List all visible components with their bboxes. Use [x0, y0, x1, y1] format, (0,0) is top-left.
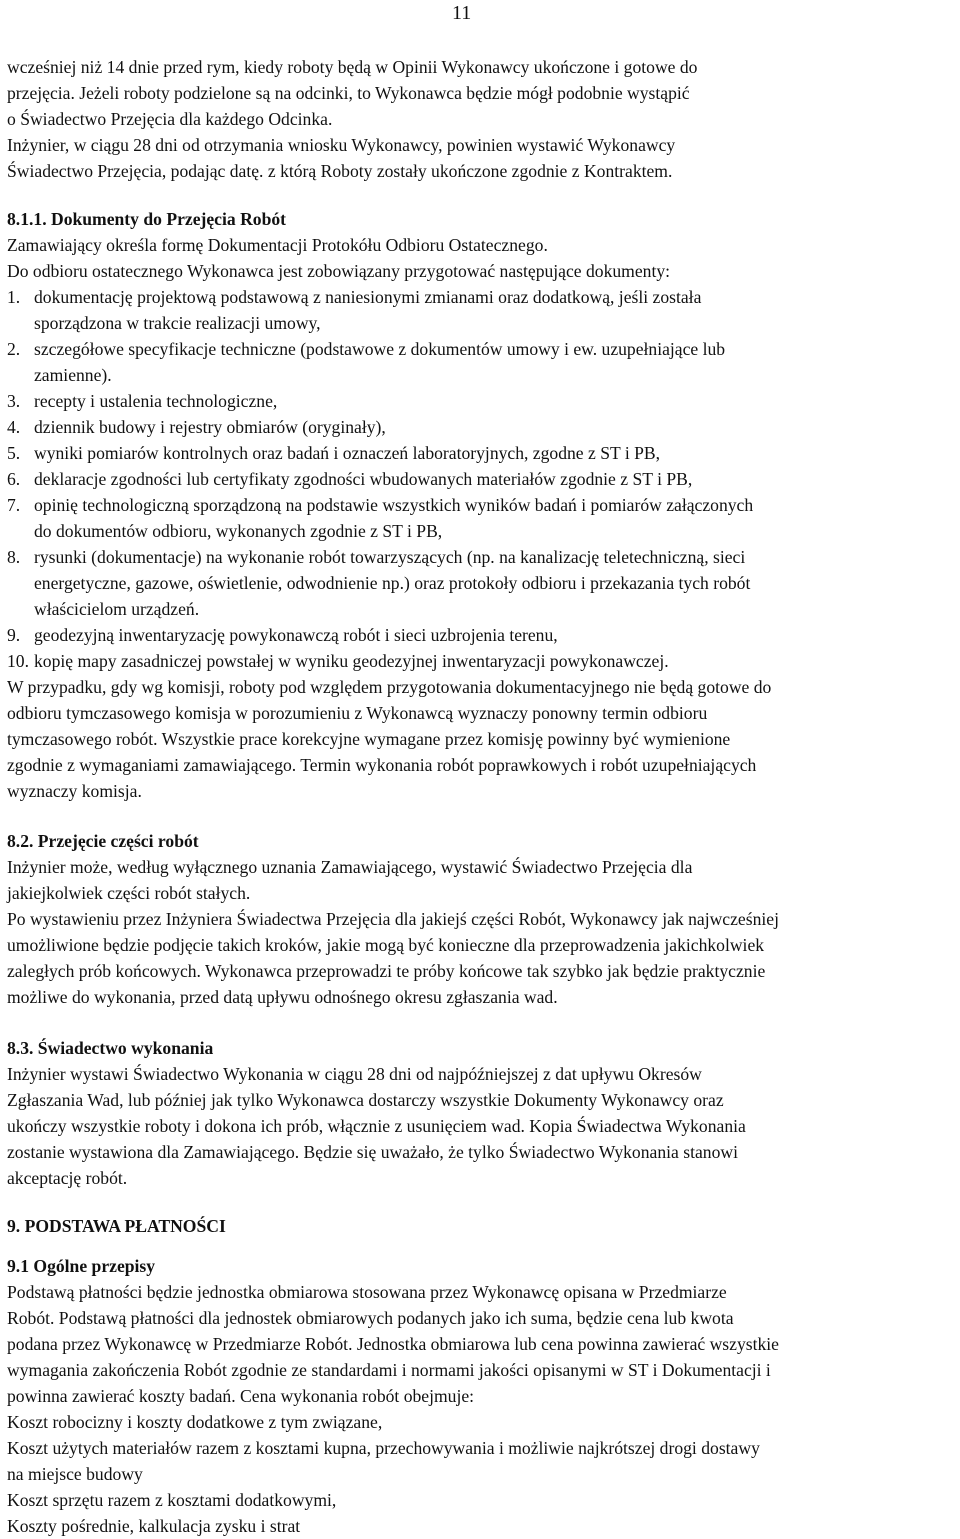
intro-paragraph — [7, 54, 955, 184]
text-line: Inżynier, w ciągu 28 dni od otrzymania wniosku Wykonawcy, powinien wystawić Wykonawcy — [7, 135, 676, 155]
text-line: Koszt robocizny i koszty dodatkowe z tym związane, — [7, 1412, 383, 1432]
list-text: zamienne). — [34, 365, 112, 385]
text-line: Koszt użytych materiałów razem z kosztami kupna, przechowywania i możliwie najkrótszej drogi dostawy — [7, 1438, 760, 1458]
commission-paragraph — [7, 674, 955, 804]
text-line: zaległych prób końcowych. Wykonawca przeprowadzi te próby końcowe tak szybko jak będzie praktycznie — [7, 961, 766, 981]
text-line: Koszty pośrednie, kalkulacja zysku i strat — [7, 1516, 301, 1536]
section-9 — [7, 1213, 955, 1239]
list-number: 6. — [7, 469, 21, 489]
section-heading: 8.2. Przejęcie części robót — [7, 831, 199, 851]
text-line: Do odbioru ostatecznego Wykonawca jest zobowiązany przygotować następujące dokumenty: — [7, 261, 671, 281]
list-number: 10. — [7, 651, 29, 671]
section-heading: 8.1.1. Dokumenty do Przejęcia Robót — [7, 209, 287, 229]
text-line: powinna zawierać koszty badań. Cena wykonania robót obejmuje: — [7, 1386, 475, 1406]
text-line: wcześniej niż 14 dnie przed rym, kiedy roboty będą w Opinii Wykonawcy ukończone i gotowe do — [7, 57, 698, 77]
list-text: wyniki pomiarów kontrolnych oraz badań i oznaczeń laboratoryjnych, zgodne z ST i PB, — [34, 443, 661, 463]
section-8-3 — [7, 1035, 955, 1191]
text-line: akceptację robót. — [7, 1168, 128, 1188]
text-line: Zamawiający określa formę Dokumentacji Protokółu Odbioru Ostatecznego. — [7, 235, 548, 255]
text-line: Koszt sprzętu razem z kosztami dodatkowymi, — [7, 1490, 337, 1510]
text-line: tymczasowego robót. Wszystkie prace korekcyjne wymagane przez komisję powinny być wymienione — [7, 729, 731, 749]
text-line: zostanie wystawiona dla Zamawiającego. Będzie się uważało, że tylko Świadectwo Wykonania stanowi — [7, 1142, 738, 1162]
list-text: szczegółowe specyfikacje techniczne (podstawowe z dokumentów umowy i ew. uzupełniające lub — [34, 339, 726, 359]
section-9-1 — [7, 1253, 955, 1539]
list-text: rysunki (dokumentacje) na wykonanie robót towarzyszących (np. na kanalizację teletechniczną, sieci — [34, 547, 746, 567]
text-line: jakiejkolwiek części robót stałych. — [7, 883, 251, 903]
section-heading: 9.1 Ogólne przepisy — [7, 1256, 156, 1276]
list-number: 4. — [7, 417, 21, 437]
text-line: możliwe do wykonania, przed datą upływu odnośnego okresu zgłaszania wad. — [7, 987, 558, 1007]
text-line: wymagania zakończenia Robót zgodnie ze standardami i normami jakości opisanymi w ST i Dokumentacji i — [7, 1360, 771, 1380]
list-number: 3. — [7, 391, 21, 411]
list-text: opinię technologiczną sporządzoną na podstawie wszystkich wyników badań i pomiarów załączonych — [34, 495, 754, 515]
text-line: na miejsce budowy — [7, 1464, 143, 1484]
text-line: ukończy wszystkie roboty i dokona ich prób, włącznie z usunięciem wad. Kopia Świadectwa Wykonania — [7, 1116, 746, 1136]
list-text: energetyczne, gazowe, oświetlenie, odwodnienie np.) oraz protokoły odbioru i przekazania tych robót — [34, 573, 751, 593]
list-number: 9. — [7, 625, 21, 645]
text-line: W przypadku, gdy wg komisji, roboty pod względem przygotowania dokumentacyjnego nie będą gotowe do — [7, 677, 772, 697]
list-text: kopię mapy zasadniczej powstałej w wyniku geodezyjnej inwentaryzacji powykonawczej. — [34, 651, 669, 671]
text-line: Robót. Podstawą płatności dla jednostek obmiarowych podanych jako ich suma, będzie cena lub kwota — [7, 1308, 734, 1328]
list-number: 1. — [7, 287, 21, 307]
list-text: sporządzona w trakcie realizacji umowy, — [34, 313, 321, 333]
list-text: dokumentację projektową podstawową z naniesionymi zmianami oraz dodatkową, jeśli została — [34, 287, 702, 307]
text-line: Inżynier wystawi Świadectwo Wykonania w ciągu 28 dni od najpóźniejszej z dat upływu Okresów — [7, 1064, 702, 1084]
text-line: Świadectwo Przejęcia, podając datę. z którą Roboty zostały ukończone zgodnie z Kontraktem. — [7, 161, 673, 181]
list-text: dziennik budowy i rejestry obmiarów (oryginały), — [34, 417, 386, 437]
list-text: deklaracje zgodności lub certyfikaty zgodności wbudowanych materiałów zgodnie z ST i PB, — [34, 469, 693, 489]
list-number: 2. — [7, 339, 21, 359]
text-line: o Świadectwo Przejęcia dla każdego Odcinka. — [7, 109, 333, 129]
text-line: umożliwione będzie podjęcie takich kroków, jakie mogą być konieczne dla przeprowadzenia jakichkolwiek — [7, 935, 765, 955]
text-line: Podstawą płatności będzie jednostka obmiarowa stosowana przez Wykonawcę opisana w Przedmiarze — [7, 1282, 727, 1302]
text-line: podana przez Wykonawcę w Przedmiarze Robót. Jednostka obmiarowa lub cena powinna zawierać wszystkie — [7, 1334, 779, 1354]
list-text: geodezyjną inwentaryzację powykonawczą robót i sieci uzbrojenia terenu, — [34, 625, 558, 645]
list-text: właścicielom urządzeń. — [34, 599, 200, 619]
list-number: 5. — [7, 443, 21, 463]
list-text: do dokumentów odbioru, wykonanych zgodnie z ST i PB, — [34, 521, 443, 541]
list-text: recepty i ustalenia technologiczne, — [34, 391, 278, 411]
text-line: odbioru tymczasowego komisja w porozumieniu z Wykonawcą wyznaczy ponowny termin odbioru — [7, 703, 708, 723]
page-number: 11 — [452, 2, 472, 24]
text-line: Po wystawieniu przez Inżyniera Świadectwa Przejęcia dla jakiejś części Robót, Wykonawcy jak najwcześniej — [7, 909, 779, 929]
section-heading: 8.3. Świadectwo wykonania — [7, 1038, 214, 1058]
text-line: zgodnie z wymaganiami zamawiającego. Termin wykonania robót poprawkowych i robót uzupełniających — [7, 755, 757, 775]
text-line: wyznaczy komisja. — [7, 781, 142, 801]
text-line: przejęcia. Jeżeli roboty podzielone są na odcinki, to Wykonawca będzie mógł podobnie wystąpić — [7, 83, 690, 103]
section-8-2 — [7, 828, 955, 1010]
list-number: 7. — [7, 495, 21, 515]
list-number: 8. — [7, 547, 21, 567]
documents-list — [0, 284, 960, 674]
text-line: Inżynier może, według wyłącznego uznania Zamawiającego, wystawić Świadectwo Przejęcia dla — [7, 857, 693, 877]
section-8-1-1 — [7, 206, 955, 284]
section-heading: 9. PODSTAWA PŁATNOŚCI — [7, 1216, 226, 1236]
text-line: Zgłaszania Wad, lub później jak tylko Wykonawca dostarczy wszystkie Dokumenty Wykonawcy oraz — [7, 1090, 724, 1110]
